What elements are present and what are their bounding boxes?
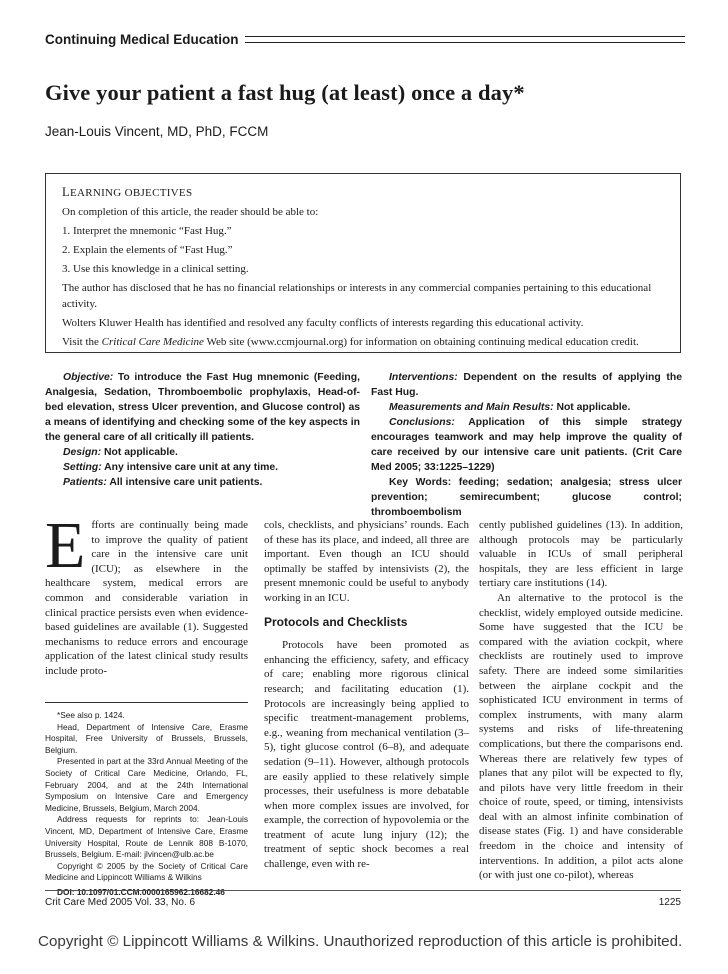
abstract-setting: Setting: Any intensive care unit at any time.	[63, 462, 278, 473]
journal-citation: Crit Care Med 2005 Vol. 33, No. 6	[45, 897, 196, 908]
conflicts-text: Wolters Kluwer Health has identified and resolved any faculty conflicts of interests regarding this educational activity.	[62, 317, 584, 329]
visit-text: Visit the Critical Care Medicine Web site (www.ccmjournal.org) for information on obtaining continuing medical education credit.	[62, 336, 639, 348]
footnotes	[45, 710, 248, 899]
abstract-patients: Patients: All intensive care unit patients.	[63, 477, 263, 488]
body-paragraph: cols, checklists, and physicians’ rounds. Each of these has its place, and indeed, all three are important. Even though an ICU should optimally be staffed by intensivists (2), the present mnemonic could be useful to anybody working in an ICU.	[264, 519, 469, 604]
abstract-keywords: Key Words: feeding; sedation; analgesia; stress ulcer prevention; semirecumbent; glucose control; thromboembolism	[371, 477, 682, 518]
learning-objectives-heading: LEARNING OBJECTIVES	[62, 185, 193, 199]
abstract-right	[371, 370, 682, 520]
footnote-rule	[45, 702, 248, 703]
disclosure-text: The author has disclosed that he has no financial relationships or interests in any commercial companies pertaining to this educational activity.	[62, 282, 652, 310]
article-author: Jean-Louis Vincent, MD, PhD, FCCM	[45, 124, 269, 139]
section-heading: Protocols and Checklists	[264, 614, 408, 629]
footnote: Presented in part at the 33rd Annual Meeting of the Society of Critical Care Medicine, Orlando, FL, February 2004, and at the 24th International Symposium on Intensive Care and Emergency Medicine, Brussels, Belgium, March 2004.	[45, 756, 248, 813]
page-number: 1225	[658, 897, 681, 908]
abstract-measurements: Measurements and Main Results: Not applicable.	[389, 402, 631, 413]
learning-objectives-box	[45, 173, 681, 353]
objective-item: 2. Explain the elements of “Fast Hug.”	[62, 244, 233, 256]
objective-item: 1. Interpret the mnemonic “Fast Hug.”	[62, 225, 232, 237]
article-title: Give your patient a fast hug (at least) once a day*	[45, 80, 525, 105]
abstract-conclusions: Conclusions: Application of this simple strategy encourages teamwork and may help improve the quality of care received by our intensive care unit patients. (Crit Care Med 2005; 33:1225–1229)	[371, 417, 682, 473]
drop-cap: E	[45, 509, 86, 582]
body-paragraph: An alternative to the protocol is the checklist, widely employed outside medicine. Some have suggested that the ICU be compared with the aviation cockpit, where checklists are routinely used to improve safety. There are indeed some similarities between the airplane cockpit and the sophisticated ICU environment in terms of complex instruments, with many alarm systems and risks of life-threatening complications, but there the comparisons end. Whereas there are relatively few types of planes that any pilot will be expected to fly, and pilots have very little freedom in their choice of route, speed, or timing, intensivists deal with an almost infinite combination of disease states (Fig. 1) and have considerable freedom in the choice and intensity of interventions. In addition, a pilot acts alone (or with just one co-pilot), whereas	[479, 591, 683, 882]
section-header	[45, 32, 685, 47]
footer-rule	[45, 890, 681, 891]
section-label: Continuing Medical Education	[45, 32, 239, 47]
copyright-notice: Copyright © Lippincott Williams & Wilkins. Unauthorized reproduction of this article is prohibited.	[38, 933, 683, 950]
abstract-design: Design: Not applicable.	[63, 447, 178, 458]
body-paragraph: cently published guidelines (13). In addition, although protocols may be particularly valuable in ICUs of small peripheral hospitals, they are less efficient in large tertiary care institutions (14).	[479, 519, 683, 590]
abstract-objective: Objective: To introduce the Fast Hug mnemonic (Feeding, Analgesia, Sedation, Thromboembolic prophylaxis, Head-of-bed elevation, stress Ulcer prevention, and Glucose control) as a means of identifying and checking some of the key aspects in the general care of all critically ill patients.	[45, 372, 360, 443]
footnote: Address requests for reprints to: Jean-Louis Vincent, MD, Department of Intensive Care, Erasme University Hospital, Route de Lennik 808 B-1070, Brussels, Belgium. E-mail: jlvincen@ulb.ac.be	[45, 814, 248, 860]
header-rule	[245, 36, 686, 43]
footnote: Copyright © 2005 by the Society of Critical Care Medicine and Lippincott Williams & Wilkins	[45, 860, 248, 883]
body-paragraph: Efforts are continually being made to improve the quality of patient care in the intensive care unit (ICU); as elsewhere in the healthcare system, medical errors are common and considerable variation in clinical practice persists even when evidence-based guidelines are available (1). Suggested mechanisms to reduce errors and encourage application of the latest clinical study results include proto-	[45, 509, 248, 677]
footnote: *See also p. 1424.	[57, 710, 125, 720]
footnote: Head, Department of Intensive Care, Erasme Hospital, Free University of Brussels, Brussels, Belgium.	[45, 721, 248, 755]
body-column-1	[45, 509, 248, 679]
body-column-2	[264, 518, 469, 872]
body-column-3	[479, 518, 683, 883]
objectives-intro: On completion of this article, the reader should be able to:	[62, 206, 319, 218]
body-paragraph: Protocols have been promoted as enhancing the efficiency, safety, and efficacy of care; enabling more rigorous clinical research; and facilitating education (1). Protocols are increasingly being applied to specific treatment-management problems, e.g., weaning from mechanical ventilation (3–5), tight glucose control (6–8), and adequate sedation (9–11). However, although protocols are easily applied to these relatively simple processes, their usefulness is more debatable when more complex issues are involved, for example, the correction of hypovolemia or the treatment of acute lung injury (12); the treatment of septic shock becomes a real challenge, even with re-	[264, 639, 469, 871]
abstract-left	[45, 370, 360, 490]
abstract-interventions: Interventions: Dependent on the results of applying the Fast Hug.	[371, 372, 682, 398]
objective-item: 3. Use this knowledge in a clinical setting.	[62, 263, 249, 275]
doi: DOI: 10.1097/01.CCM.0000165962.16682.46	[57, 886, 225, 897]
